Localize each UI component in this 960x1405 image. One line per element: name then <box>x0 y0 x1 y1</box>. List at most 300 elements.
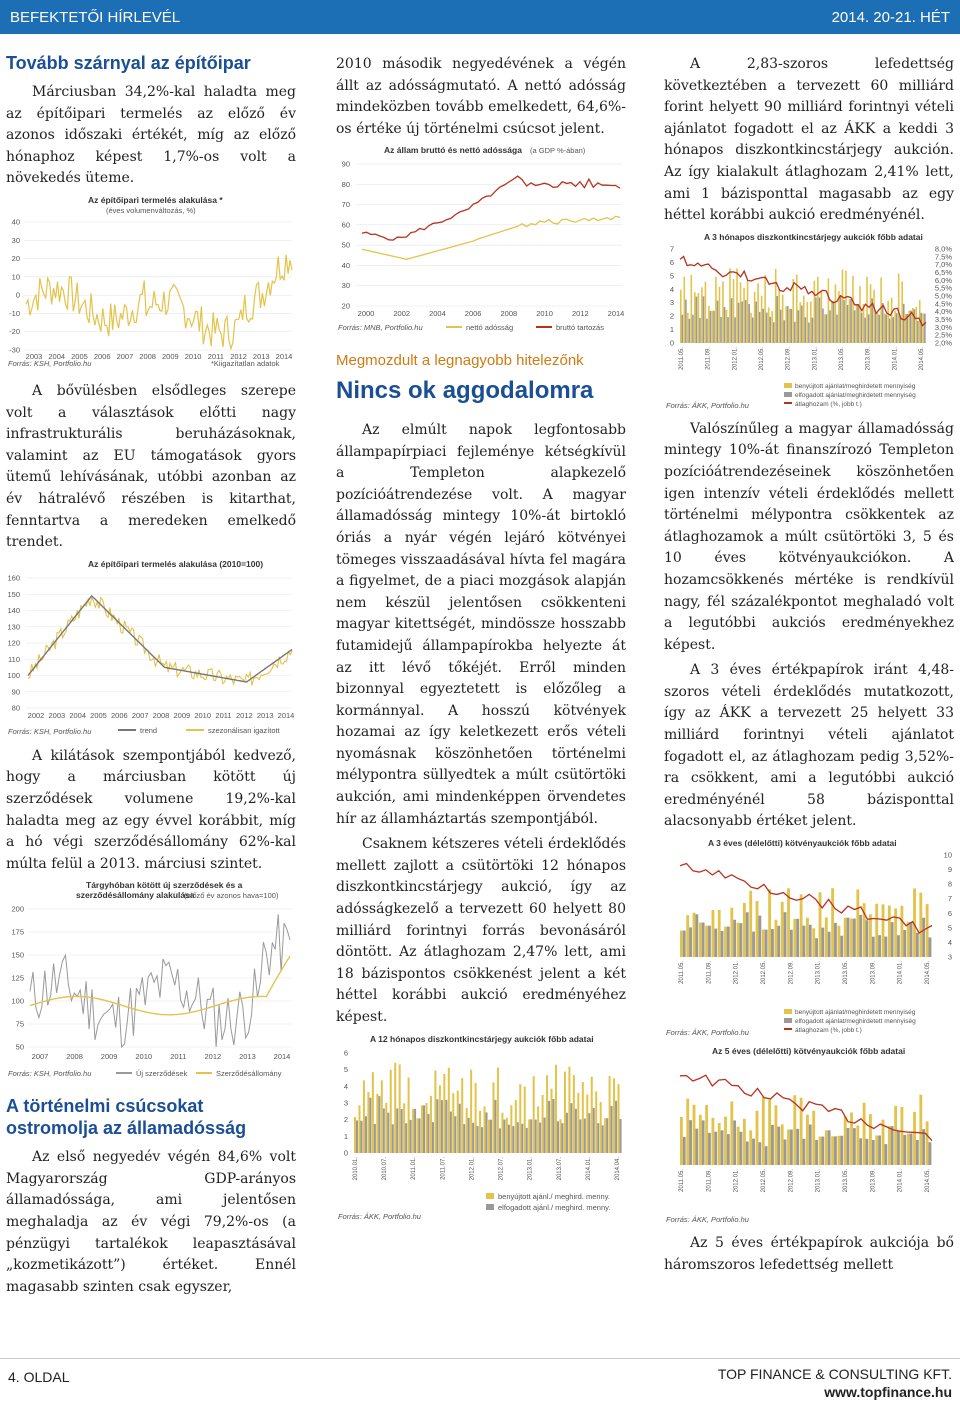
bar-submitted <box>705 1105 708 1165</box>
bar-accepted <box>360 1120 362 1152</box>
bar-accepted <box>584 1118 586 1152</box>
bar-accepted <box>769 317 771 343</box>
x-tick-label: 2012.05. <box>759 346 765 371</box>
bar-accepted <box>708 926 711 957</box>
bar-submitted <box>762 1096 765 1165</box>
paragraph: Az elmúlt napok legfontosabb állampapírpiaci fejleménye kétségkívül a Templeton alapkezelő pozícióátrendezése volt. A magyar államadósság mintegy 10%-át birtokló óriás a nyár végén lejáró kötvényei tömeges visszaadásával hívta fel magára a figyelmet, de a piaci mozgások alapján nem készül jelentősen csökkenteni magyar kitettségét, mindössze hosszabb futamidejű állampapírokba helyezte át az itt lévő tőkéjét. Erről minden bizonnyal egyeztetett is előzőleg a kormánnyal. A hosszú kötvények hozamai az így keletkezett erős vételi nyomásnak köszönhetően történelmi mélypontra süllyedtek a múlt csütörtöki aukción, ami mindenképpen örvendetes hír az államháztartás szempontjából. <box>336 421 626 827</box>
bar-accepted <box>752 1139 755 1165</box>
bar-accepted <box>853 919 856 957</box>
bar-accepted <box>575 1108 577 1152</box>
x-tick-label: 2011.05. <box>679 346 685 370</box>
bar-accepted <box>740 1132 743 1165</box>
x-tick-label: 2014.01. <box>897 961 904 985</box>
bar-submitted <box>875 904 878 957</box>
bar-accepted <box>885 314 887 343</box>
bar-accepted <box>815 297 817 343</box>
x-tick-label: 2005 <box>90 710 107 720</box>
bar-submitted <box>724 1117 727 1165</box>
bar-submitted <box>856 890 859 957</box>
x-tick-label: 2007 <box>131 710 149 720</box>
bar-submitted <box>863 1103 866 1165</box>
chart-source: Forrás: MNB, Portfolio.hu <box>338 323 423 333</box>
paragraph: 2010 második negyedévének a végén állt az adósságmutató. A nettó adósság mindeközben tovább emelkedett, 64,6%-os értéke új történelmi csúcsot jelent. <box>336 56 626 137</box>
bar-submitted <box>385 1102 387 1152</box>
bar-submitted <box>901 281 903 343</box>
x-tick-label: 2000 <box>357 309 375 319</box>
bar-submitted <box>381 1080 383 1153</box>
bar-accepted <box>436 1099 438 1153</box>
bar-accepted <box>374 1124 376 1153</box>
y-tick-label: 2,5% <box>934 330 952 340</box>
bar-submitted <box>775 1105 778 1165</box>
bar-accepted <box>765 930 768 957</box>
bar-submitted <box>443 1074 445 1153</box>
y-tick-label: 175 <box>11 927 24 937</box>
bar-accepted <box>809 925 812 957</box>
x-tick-label: 2014 <box>273 1052 291 1062</box>
bar-accepted <box>859 915 862 957</box>
bar-submitted <box>907 1134 910 1165</box>
bar-accepted <box>692 315 694 343</box>
bar-submitted <box>824 314 826 343</box>
bar-submitted <box>719 287 721 343</box>
bar-accepted <box>745 300 747 343</box>
x-tick-label: 2012.05. <box>761 961 767 985</box>
bar-accepted <box>727 317 729 343</box>
x-tick-label: 2014.01. <box>897 1169 904 1193</box>
bar-submitted <box>768 889 771 957</box>
column-3 <box>664 40 954 1280</box>
y-tick-label: 110 <box>8 654 20 664</box>
y-tick-label: 80 <box>11 703 20 713</box>
bar-accepted <box>922 918 925 957</box>
bar-submitted <box>564 1071 566 1152</box>
bar-submitted <box>842 269 844 342</box>
bar-accepted <box>866 920 869 957</box>
x-tick-label: 2014 <box>277 710 295 720</box>
bar-submitted <box>466 1108 468 1153</box>
bar-accepted <box>405 1123 407 1153</box>
bar-accepted <box>784 912 787 957</box>
bar-accepted <box>521 1123 523 1152</box>
bar-accepted <box>805 317 807 343</box>
y-tick-label: 150 <box>11 950 24 960</box>
bar-accepted <box>857 305 859 342</box>
company-website[interactable]: www.topfinance.hu <box>824 1384 952 1400</box>
bar-accepted <box>834 923 837 957</box>
x-tick-label: 2013.07. <box>556 1156 563 1180</box>
bar-submitted <box>913 1112 916 1165</box>
bar-submitted <box>680 1117 683 1165</box>
bar-submitted <box>737 1127 740 1165</box>
bar-accepted <box>771 1125 774 1165</box>
bar-submitted <box>894 311 896 343</box>
y-tick-label: 125 <box>11 973 24 983</box>
bar-submitted <box>882 904 885 957</box>
bar-submitted <box>793 919 796 957</box>
x-tick-label: 2007 <box>116 351 134 361</box>
chart-title: A 3 hónapos diszkontkincstárjegy aukciók főbb adatai <box>704 231 923 242</box>
bar-submitted <box>693 913 696 957</box>
x-tick-label: 2013 <box>239 1052 256 1062</box>
bar-accepted <box>615 1100 617 1152</box>
bar-submitted <box>470 1069 472 1152</box>
bar-submitted <box>705 926 708 957</box>
x-tick-label: 2013.05. <box>843 1169 849 1193</box>
chart-3y-bond <box>664 837 954 1037</box>
bar-accepted <box>780 309 782 342</box>
article-title-debt: A történelmi csúcsokat ostromolja az államadósság <box>6 1096 247 1139</box>
y-tick-label: 6 <box>669 257 674 267</box>
bar-accepted <box>383 1108 385 1153</box>
bar-submitted <box>856 305 858 342</box>
bar-submitted <box>680 289 682 342</box>
bar-submitted <box>698 293 700 343</box>
bar-accepted <box>748 304 750 343</box>
y-tick-label: 0 <box>669 338 674 348</box>
legend-seasonal: szezonálisan igazított <box>208 725 280 735</box>
x-tick-label: 2012 <box>235 710 253 720</box>
y-tick-label: 4 <box>947 937 952 947</box>
bar-submitted <box>722 281 724 343</box>
bar-accepted <box>741 301 743 343</box>
y-tick-label: 140 <box>7 605 20 615</box>
bar-submitted <box>586 1094 588 1152</box>
y-tick-label: 4 <box>669 284 674 294</box>
x-tick-label: 2011.09. <box>706 961 713 984</box>
series-line-trend <box>28 596 292 682</box>
bar-accepted <box>702 923 705 957</box>
bar-accepted <box>771 929 774 957</box>
x-tick-label: 2011.09. <box>706 1169 713 1192</box>
y-tick-label: 3 <box>343 1098 348 1108</box>
bar-accepted <box>699 318 701 343</box>
y-tick-label: 1 <box>343 1131 348 1141</box>
x-tick-label: 2013.09. <box>870 961 877 985</box>
bar-accepted <box>696 296 698 342</box>
bar-accepted <box>917 321 919 343</box>
bar-submitted <box>800 894 803 957</box>
y-tick-label: -30 <box>9 345 20 355</box>
bar-submitted <box>919 1095 922 1165</box>
bar-accepted <box>924 313 926 342</box>
bar-accepted <box>530 1119 532 1153</box>
x-tick-label: 2013.01. <box>812 346 819 371</box>
bar-submitted <box>737 923 740 957</box>
bar-submitted <box>730 908 733 957</box>
x-tick-label: 2014 <box>607 309 625 319</box>
bar-accepted <box>481 1127 483 1153</box>
bar-submitted <box>687 313 689 343</box>
bar-accepted <box>401 1109 403 1153</box>
bar-submitted <box>372 1072 374 1153</box>
bar-accepted <box>840 1136 843 1165</box>
x-tick-label: 2012.09. <box>788 961 795 985</box>
chart-title: Az építőipari termelés alakulása (2010=100) <box>88 558 264 569</box>
x-tick-label: 2013.01. <box>815 1169 822 1193</box>
bar-submitted <box>430 1095 432 1152</box>
bar-accepted <box>746 1142 749 1165</box>
bar-accepted <box>597 1123 599 1153</box>
issue-date: 2014. 20-21. HÉT <box>831 8 950 26</box>
bar-accepted <box>801 305 803 343</box>
bar-accepted <box>847 305 849 343</box>
bar-accepted <box>544 1117 546 1152</box>
bar-accepted <box>828 932 831 957</box>
x-tick-label: 2012.01. <box>733 1169 740 1193</box>
bar-submitted <box>457 1090 459 1152</box>
y-tick-label: 3,0% <box>934 322 952 332</box>
chart-title: Az állam bruttó és nettó adóssága <box>384 145 522 156</box>
x-tick-label: 2006 <box>110 710 128 720</box>
bar-submitted <box>880 277 882 343</box>
bar-accepted <box>836 314 838 342</box>
bar-submitted <box>694 292 696 343</box>
column-1 <box>6 40 296 1302</box>
y-tick-label: 90 <box>341 159 350 169</box>
legend-gross: bruttó tartozás <box>556 323 604 333</box>
y-tick-label: 4,5% <box>934 299 952 309</box>
bar-accepted <box>847 1128 850 1165</box>
x-tick-label: 2012 <box>230 351 247 361</box>
bar-accepted <box>685 299 687 342</box>
bar-submitted <box>528 1119 530 1153</box>
bar-submitted <box>736 268 738 342</box>
bar-accepted <box>611 1105 613 1152</box>
bar-submitted <box>412 1108 414 1152</box>
bar-accepted <box>689 927 692 957</box>
series-line-gross <box>362 176 620 240</box>
bar-submitted <box>559 1119 561 1153</box>
bar-accepted <box>535 1119 537 1152</box>
paragraph: Valószínűleg a magyar államadósság mintegy 10%-át finanszírozó Templeton pozícióátrendezéseinek köszönhetően igen intenzív vételi érdeklődés mellett történelmi mélypontra csökkentek az átlaghozamok a múlt csütörtöki 3, 5 és 10 éves kötvényaukciókon. A hozamcsökkenés mértéke is rendkívül nagy, fél százalékpontot meghaladó volt a legutóbbi aukciós eredményekhez képest. <box>664 420 954 653</box>
y-tick-label: 2 <box>669 311 674 321</box>
bar-accepted <box>683 931 686 957</box>
x-tick-label: 2011 <box>215 710 232 720</box>
bar-submitted <box>595 1091 597 1153</box>
bar-accepted <box>828 1130 831 1165</box>
bar-accepted <box>777 926 780 957</box>
paragraph: A 3 éves értékpapírok iránt 4,48-szoros vételi érdeklődés mutatkozott, így az ÁKK a tervezett 25 helyett 33 milliárd forintnyi vételi ajánlatot fogadott el, az átlaghozam pedig 3,52%-ra csökkent, ami a legutóbbi aukció eredményénél 58 bázisponttal alacsonyabb értéket jelent. <box>664 662 954 830</box>
y-tick-label: 160 <box>7 573 20 583</box>
bar-submitted <box>506 1117 508 1152</box>
bar-submitted <box>870 284 872 343</box>
bar-submitted <box>488 1119 490 1152</box>
bar-submitted <box>705 281 707 342</box>
bar-submitted <box>812 928 815 957</box>
x-tick-label: 2012.01. <box>469 1156 476 1180</box>
bar-submitted <box>764 275 766 343</box>
bar-accepted <box>875 313 877 343</box>
bar-accepted <box>882 303 884 343</box>
bar-accepted <box>921 313 923 343</box>
y-tick-label: 10 <box>943 850 952 860</box>
bar-submitted <box>582 1082 584 1153</box>
bar-accepted <box>868 314 870 343</box>
bar-accepted <box>910 310 912 342</box>
bar-accepted <box>441 1100 443 1153</box>
bar-submitted <box>730 1101 733 1165</box>
chart-3m-tbill <box>664 231 954 411</box>
bar-accepted <box>508 1124 510 1152</box>
bar-accepted <box>896 313 898 343</box>
x-tick-label: 2011.01. <box>411 1156 418 1180</box>
bar-accepted <box>916 1140 919 1165</box>
bar-submitted <box>609 1076 611 1153</box>
x-tick-label: 2002 <box>27 710 45 720</box>
bar-submitted <box>819 1137 822 1165</box>
x-tick-label: 2012 <box>571 309 589 319</box>
paragraph: Az 5 éves értékpapírok aukciója bő háromszoros lefedettség mellett <box>664 1235 954 1273</box>
y-tick-label: 7 <box>669 244 674 254</box>
bar-submitted <box>775 920 778 957</box>
bar-submitted <box>787 888 790 957</box>
bar-accepted <box>829 310 831 343</box>
bar-submitted <box>684 276 686 342</box>
bar-accepted <box>733 920 736 957</box>
bar-accepted <box>494 1099 496 1152</box>
bar-accepted <box>812 317 814 342</box>
x-tick-label: 2004 <box>48 351 66 361</box>
bar-submitted <box>873 290 875 343</box>
bar-accepted <box>773 322 775 343</box>
y-tick-label: 4,0% <box>934 306 952 316</box>
chart-subtitle: (éves volumenváltozás, %) <box>106 205 196 215</box>
bar-submitted <box>803 295 805 342</box>
bar-submitted <box>693 1105 696 1165</box>
bar-submitted <box>756 1111 759 1165</box>
bar-submitted <box>806 918 809 957</box>
bar-submitted <box>781 902 784 957</box>
chart-subtitle: (a GDP %-ában) <box>530 146 586 156</box>
bar-accepted <box>872 1140 875 1165</box>
bar-submitted <box>537 1106 539 1153</box>
bar-accepted <box>798 310 800 343</box>
chart-source: Forrás: ÁKK, Portfolio.hu <box>338 1211 421 1221</box>
bar-accepted <box>762 309 764 343</box>
y-tick-label: 30 <box>11 235 20 245</box>
bar-submitted <box>729 268 731 343</box>
bar-accepted <box>819 297 821 342</box>
bar-submitted <box>501 1112 503 1152</box>
chart-source: Forrás: ÁKK, Portfolio.hu <box>666 400 749 410</box>
bar-submitted <box>546 1075 548 1153</box>
bar-accepted <box>897 935 900 957</box>
x-tick-label: 2009 <box>100 1052 118 1062</box>
bar-submitted <box>740 282 742 343</box>
bar-accepted <box>683 1137 686 1165</box>
x-tick-label: 2013.05. <box>843 961 849 985</box>
bar-accepted <box>765 1146 768 1165</box>
bar-submitted <box>814 280 816 342</box>
bar-accepted <box>720 317 722 343</box>
bar-submitted <box>785 306 787 343</box>
x-tick-label: 2013.09. <box>865 346 872 371</box>
bar-submitted <box>577 1092 579 1152</box>
bar-submitted <box>812 1111 815 1165</box>
article-kicker: Megmozdult a legnagyobb hitelezőnk <box>336 352 584 370</box>
company-info <box>718 1365 952 1401</box>
bar-accepted <box>872 937 875 957</box>
bar-accepted <box>766 312 768 342</box>
y-tick-label: 50 <box>341 241 350 251</box>
series-line-seasonal <box>28 597 292 685</box>
bar-accepted <box>702 1120 705 1165</box>
bar-accepted <box>758 916 761 957</box>
x-tick-label: 2008 <box>66 1052 83 1062</box>
bar-accepted <box>356 1120 358 1153</box>
page-number: 4. OLDAL <box>8 1369 70 1385</box>
bar-submitted <box>778 289 780 343</box>
legend-accepted: elfogadott ajánlat/meghirdetett mennyiség <box>795 1018 916 1026</box>
bar-submitted <box>869 914 872 957</box>
bar-accepted <box>454 1116 456 1153</box>
bar-submitted <box>762 930 765 957</box>
x-tick-label: 2011.05. <box>679 961 685 984</box>
bar-submitted <box>708 305 710 342</box>
bar-submitted <box>915 307 917 343</box>
x-tick-label: 2014.05. <box>925 1169 931 1193</box>
y-tick-label: 200 <box>11 904 24 914</box>
y-tick-label: 5 <box>343 1064 348 1074</box>
bar-accepted <box>826 314 828 343</box>
y-tick-label: 20 <box>11 254 20 264</box>
bar-accepted <box>486 1112 488 1153</box>
y-tick-label: 7 <box>947 894 952 904</box>
article-headline: Nincs ok aggodalomra <box>336 376 594 404</box>
bar-accepted <box>740 923 743 957</box>
bar-accepted <box>714 1132 717 1165</box>
bar-accepted <box>561 1123 563 1153</box>
bar-accepted <box>752 932 755 957</box>
bar-submitted <box>901 906 904 957</box>
bar-submitted <box>747 281 749 343</box>
y-tick-label: 2,0% <box>934 338 952 348</box>
bar-submitted <box>421 1105 423 1153</box>
x-tick-label: 2012.01. <box>733 961 740 985</box>
bar-accepted <box>776 296 778 343</box>
y-tick-label: 10 <box>11 272 20 282</box>
legend-trend: trend <box>140 725 158 735</box>
bar-submitted <box>718 910 721 957</box>
bar-submitted <box>749 1130 752 1165</box>
chart-note: *Kiigazítatlan adatok <box>211 358 280 368</box>
bar-accepted <box>392 1124 394 1153</box>
bar-accepted <box>859 1138 862 1165</box>
bar-accepted <box>450 1111 452 1152</box>
bar-submitted <box>408 1077 410 1152</box>
y-tick-label: 30 <box>341 281 350 291</box>
x-tick-label: 2012.05. <box>761 1169 767 1193</box>
bar-submitted <box>484 1106 486 1153</box>
x-tick-label: 2010 <box>184 351 202 361</box>
bar-accepted <box>410 1119 412 1152</box>
bar-submitted <box>551 1088 553 1152</box>
legend-yield: átlaghozam (%, jobb t.) <box>795 1027 862 1035</box>
bar-submitted <box>828 278 830 343</box>
bar-accepted <box>803 1139 806 1165</box>
bar-accepted <box>878 935 881 957</box>
series-line-new-contracts <box>30 915 290 1048</box>
bar-submitted <box>850 919 853 957</box>
bar-accepted <box>808 322 810 343</box>
bar-submitted <box>743 903 746 957</box>
bar-submitted <box>533 1076 535 1153</box>
bar-submitted <box>712 311 714 343</box>
bar-submitted <box>787 1130 790 1166</box>
bar-submitted <box>479 1110 481 1152</box>
chart-source: Forrás: ÁKK, Portfolio.hu <box>666 1215 749 1225</box>
